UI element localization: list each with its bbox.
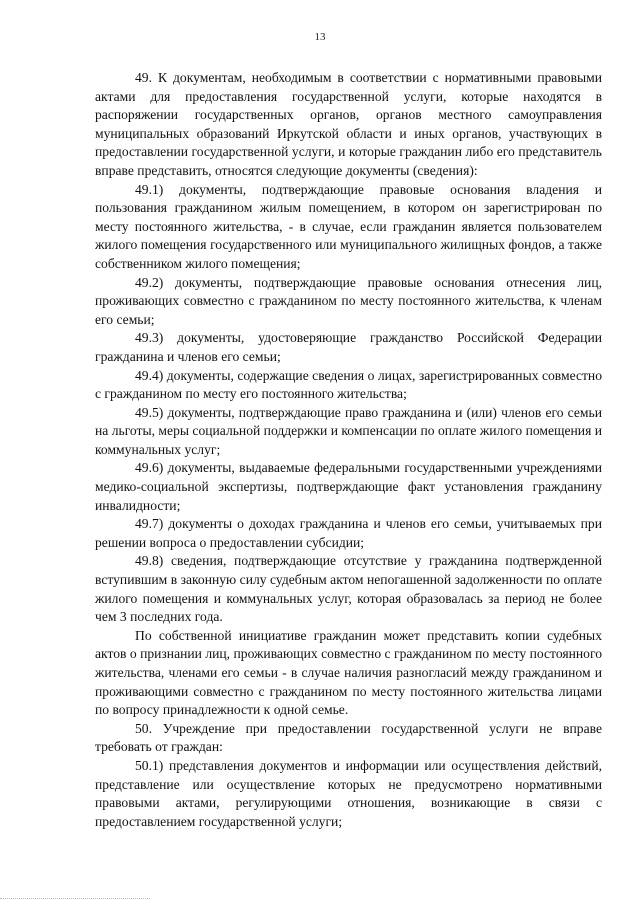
paragraph-49: 49. К документам, необходимым в соответствии с нормативными правовыми актами для предоставления государственной услуги, которые находятся в распоряжении государственных органов, органов местного самоуправления муниципальных образований Иркутской области и иных органов, участвующих в предоставлении государственной услуги, и которые гражданин либо его представитель вправе представить, относятся следующие документы (сведения): — [95, 70, 602, 178]
paragraph-49-6: 49.6) документы, выдаваемые федеральными государственными учреждениями медико-социальной экспертизы, подтверждающие факт установления гражданину инвалидности; — [95, 460, 602, 513]
footer-divider — [0, 898, 150, 899]
paragraph-49-7: 49.7) документы о доходах гражданина и членов его семьи, учитываемых при решении вопроса о предоставлении субсидии; — [95, 516, 602, 550]
paragraph-49-5: 49.5) документы, подтверждающие право гражданина и (или) членов его семьи на льготы, меры социальной поддержки и компенсации по оплате жилого помещения и коммунальных услуг; — [95, 404, 602, 457]
paragraph-49-2: 49.2) документы, подтверждающие правовые основания отнесения лиц, проживающих совместно с гражданином по месту постоянного жительства, к членам его семьи; — [95, 274, 602, 327]
paragraph-50-1: 50.1) представления документов и информации или осуществления действий, представление или осуществление которых не предусмотрено нормативными правовыми актами, регулирующими отношения, возникающие в связи с предоставлением государственной услуги; — [95, 757, 602, 829]
paragraph-49-4: 49.4) документы, содержащие сведения о лицах, зарегистрированных совместно с гражданином по месту его постоянного жительства; — [95, 367, 602, 402]
document-body — [95, 69, 602, 831]
paragraph-own-initiative: По собственной инициативе гражданин может представить копии судебных актов о признании лиц, проживающих совместно с гражданином по месту постоянного жительства, членами его семьи - в случае наличия разногласий между гражданином и проживающими совместно с гражданином по месту постоянного жительства лицами по вопросу принадлежности к одной семье. — [95, 627, 602, 718]
paragraph-49-3: 49.3) документы, удостоверяющие гражданство Российской Федерации гражданина и членов его семьи; — [95, 330, 602, 364]
paragraph-50: 50. Учреждение при предоставлении государственной услуги не вправе требовать от граждан: — [95, 720, 602, 755]
paragraph-49-1: 49.1) документы, подтверждающие правовые основания владения и пользования гражданином жилым помещением, в котором он зарегистрирован по месту постоянного жительства, - в случае, если гражданин является пользователем жилого помещения государственного или муниципального жилищных фондов, а также собственником жилого помещения; — [95, 181, 602, 271]
page-number: 13 — [314, 31, 326, 43]
paragraph-49-8: 49.8) сведения, подтверждающие отсутствие у гражданина подтвержденной вступившим в законную силу судебным актом непогашенной задолженности по оплате жилого помещения и коммунальных услуг, которая образовалась за период не более чем 3 последних года. — [95, 553, 602, 625]
